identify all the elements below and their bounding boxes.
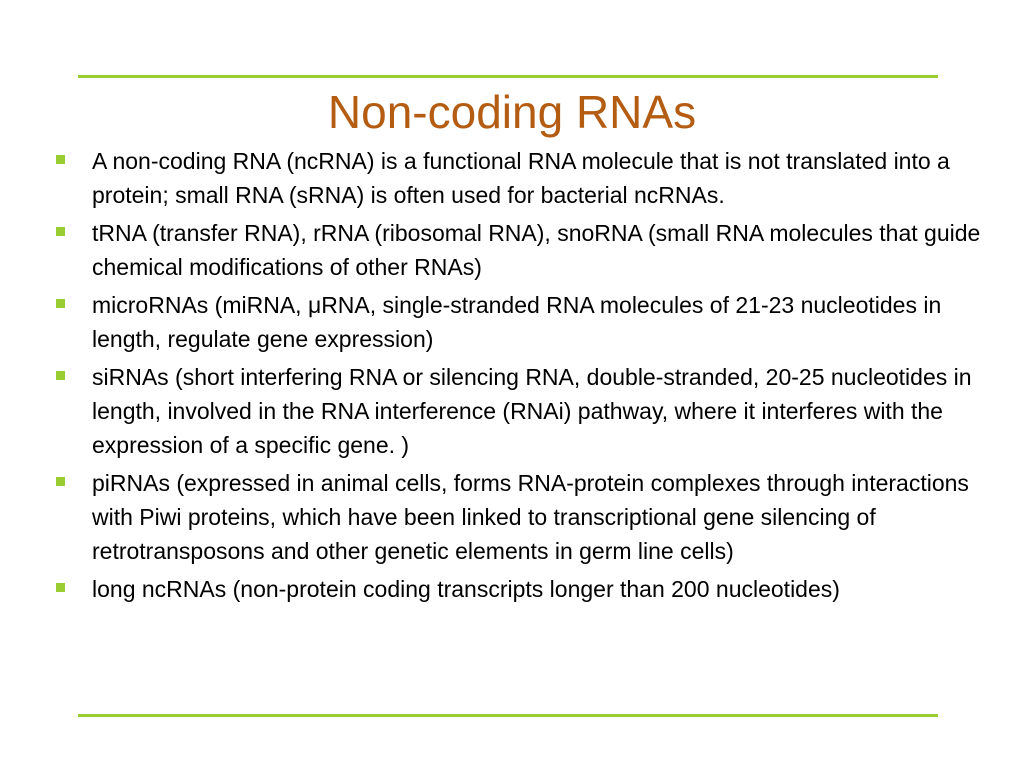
- bullet-item-long-ncrnas: [56, 572, 981, 606]
- bullet-text: tRNA (transfer RNA), rRNA (ribosomal RNA), snoRNA (small RNA molecules that guide chemical modifications of other RNAs): [92, 220, 981, 280]
- bullet-text: siRNAs (short interfering RNA or silencing RNA, double-stranded, 20-25 nucleotides in length, involved in the RNA interference (RNAi) pathway, where it interferes with the expression of a specific gene. ): [92, 364, 972, 458]
- square-bullet-icon: [56, 227, 65, 236]
- square-bullet-icon: [56, 477, 65, 486]
- bullet-item-pirnas: [56, 466, 981, 568]
- bullet-item-ncrna-definition: [56, 144, 981, 212]
- square-bullet-icon: [56, 155, 65, 164]
- slide-title: Non-coding RNAs: [327, 86, 697, 138]
- bullet-text: long ncRNAs (non-protein coding transcripts longer than 200 nucleotides): [92, 576, 840, 602]
- bullet-list: [56, 144, 981, 610]
- top-divider: [78, 75, 938, 78]
- bullet-text: piRNAs (expressed in animal cells, forms RNA-protein complexes through interactions with Piwi proteins, which have been linked to transcriptional gene silencing of retrotransposons and other genetic elements in germ line cells): [92, 470, 969, 564]
- bottom-divider: [78, 714, 938, 717]
- bullet-text: microRNAs (miRNA, μRNA, single-stranded RNA molecules of 21-23 nucleotides in length, regulate gene expression): [92, 292, 942, 352]
- bullet-item-trna-rrna-snorna: [56, 216, 981, 284]
- square-bullet-icon: [56, 583, 65, 592]
- square-bullet-icon: [56, 371, 65, 380]
- bullet-text: A non-coding RNA (ncRNA) is a functional RNA molecule that is not translated into a protein; small RNA (sRNA) is often used for bacterial ncRNAs.: [92, 148, 950, 208]
- bullet-item-micrornas: [56, 288, 981, 356]
- bullet-item-sirnas: [56, 360, 981, 462]
- square-bullet-icon: [56, 299, 65, 308]
